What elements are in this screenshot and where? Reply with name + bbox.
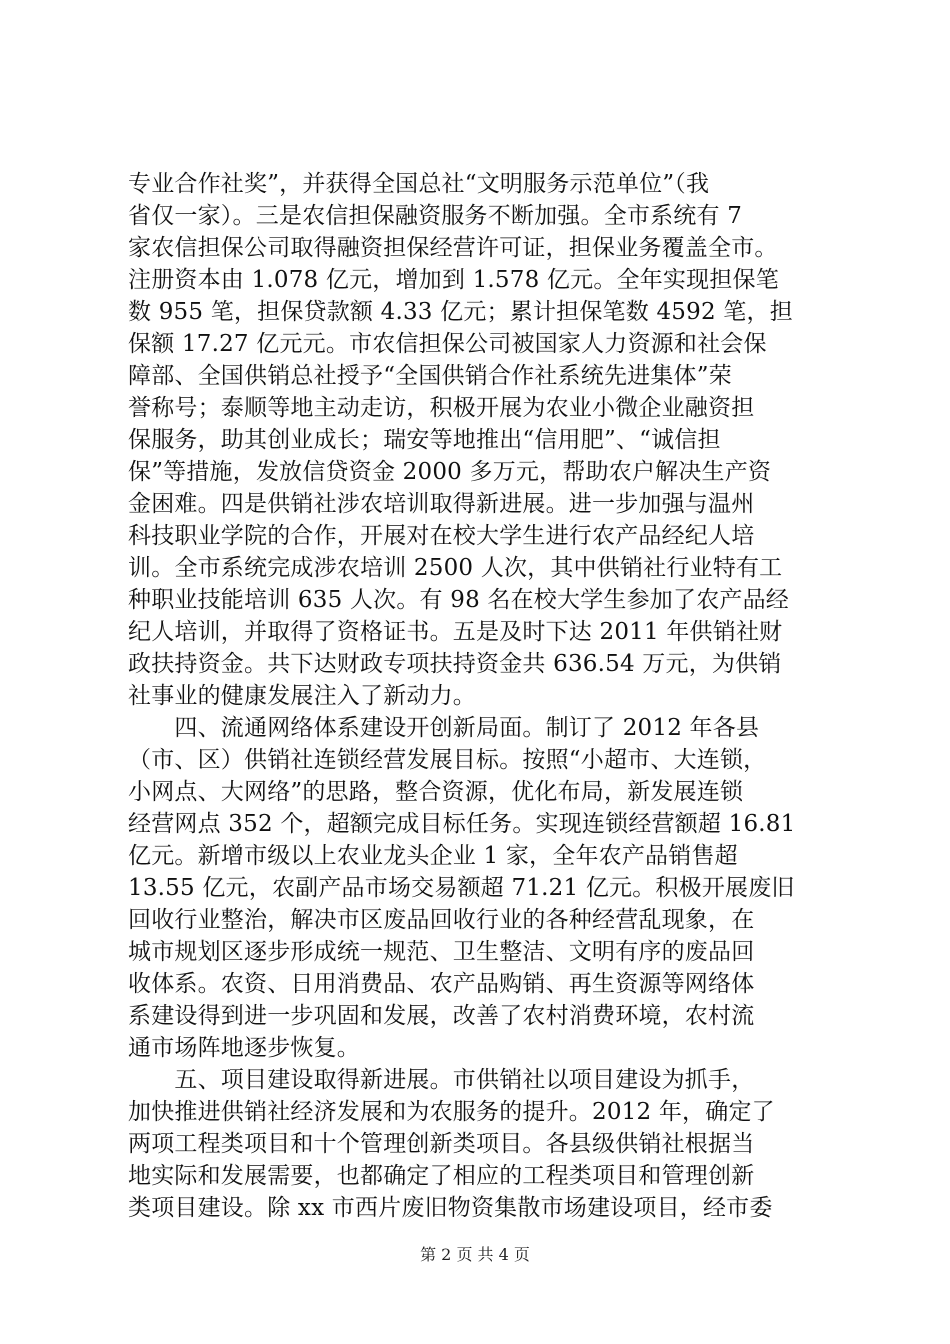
text-line: （市、区）供销社连锁经营发展目标。按照“小超市、大连锁， bbox=[128, 747, 767, 773]
text-line: 省仅一家）。三是农信担保融资服务不断加强。全市系统有 7 bbox=[128, 203, 743, 229]
text-line: 通市场阵地逐步恢复。 bbox=[128, 1035, 360, 1061]
text-line: 科技职业学院的合作，开展对在校大学生进行农产品经纪人培 bbox=[128, 523, 755, 549]
text-line: 誉称号；泰顺等地主动走访，积极开展为农业小微企业融资担 bbox=[128, 395, 755, 421]
text-line: 经营网点 352 个，超额完成目标任务。实现连锁经营额超 16.81 bbox=[128, 811, 796, 837]
text-line: 金困难。四是供销社涉农培训取得新进展。进一步加强与温州 bbox=[128, 491, 755, 517]
text-line: 保额 17.27 亿元元。市农信担保公司被国家人力资源和社会保 bbox=[128, 331, 767, 357]
text-line: 城市规划区逐步形成统一规范、卫生整洁、文明有序的废品回 bbox=[128, 939, 755, 965]
text-line: 收体系。农资、日用消费品、农产品购销、再生资源等网络体 bbox=[128, 971, 755, 997]
text-line: 类项目建设。除 xx 市西片废旧物资集散市场建设项目，经市委 bbox=[128, 1195, 773, 1221]
text-line: 地实际和发展需要，也都确定了相应的工程类项目和管理创新 bbox=[128, 1163, 755, 1189]
text-line: 回收行业整治，解决市区废品回收行业的各种经营乱现象，在 bbox=[128, 907, 755, 933]
text-line: 五、项目建设取得新进展。市供销社以项目建设为抓手， bbox=[128, 1067, 755, 1093]
text-line: 种职业技能培训 635 人次。有 98 名在校大学生参加了农产品经 bbox=[128, 587, 790, 613]
text-line: 系建设得到进一步巩固和发展，改善了农村消费环境，农村流 bbox=[128, 1003, 755, 1029]
text-line: 纪人培训，并取得了资格证书。五是及时下达 2011 年供销社财 bbox=[128, 619, 783, 645]
text-line: 保服务，助其创业成长；瑞安等地推出“信用肥”、“诚信担 bbox=[128, 427, 721, 453]
text-line: 13.55 亿元，农副产品市场交易额超 71.21 亿元。积极开展废旧 bbox=[128, 875, 795, 901]
text-line: 两项工程类项目和十个管理创新类项目。各县级供销社根据当 bbox=[128, 1131, 755, 1157]
text-line: 社事业的健康发展注入了新动力。 bbox=[128, 683, 476, 709]
text-line: 四、流通网络体系建设开创新局面。制订了 2012 年各县 bbox=[128, 715, 760, 741]
body-text bbox=[128, 168, 828, 1224]
text-line: 障部、全国供销总社授予“全国供销合作社系统先进集体”荣 bbox=[128, 363, 732, 389]
text-line: 政扶持资金。共下达财政专项扶持资金共 636.54 万元，为供销 bbox=[128, 651, 782, 677]
text-line: 注册资本由 1.078 亿元，增加到 1.578 亿元。全年实现担保笔 bbox=[128, 267, 779, 293]
text-line: 小网点、大网络”的思路，整合资源，优化布局，新发展连锁 bbox=[128, 779, 744, 805]
page-footer: 第 2 页 共 4 页 bbox=[420, 1245, 530, 1264]
text-line: 亿元。新增市级以上农业龙头企业 1 家，全年农产品销售超 bbox=[128, 843, 738, 869]
text-line: 训。全市系统完成涉农培训 2500 人次，其中供销社行业特有工 bbox=[128, 555, 783, 581]
text-line: 加快推进供销社经济发展和为农服务的提升。2012 年，确定了 bbox=[128, 1099, 775, 1125]
text-line: 家农信担保公司取得融资担保经营许可证，担保业务覆盖全市。 bbox=[128, 235, 778, 261]
text-line: 数 955 笔，担保贷款额 4.33 亿元；累计担保笔数 4592 笔，担 bbox=[128, 299, 793, 325]
text-line: 专业合作社奖”，并获得全国总社“文明服务示范单位”（我 bbox=[128, 171, 710, 197]
text-line: 保”等措施，发放信贷资金 2000 多万元，帮助农户解决生产资 bbox=[128, 459, 772, 485]
